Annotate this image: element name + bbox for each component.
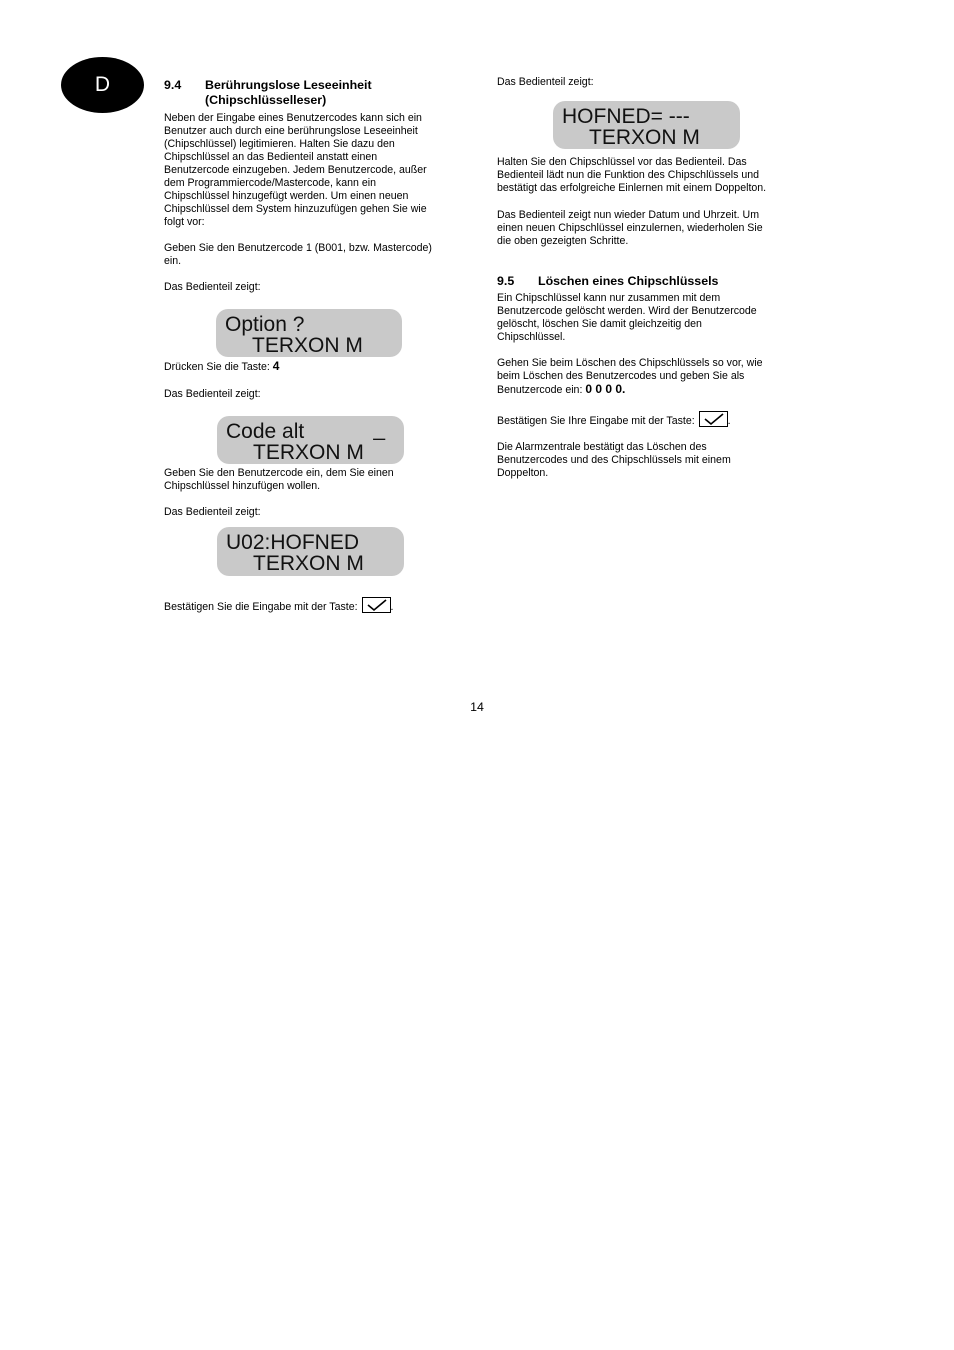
lcd-display-option xyxy=(216,309,402,357)
delete-procedure-text: Gehen Sie beim Löschen des Chipschlüssels so vor, wie beim Löschen des Benutzercodes und geben Sie als Benutzercode ein: xyxy=(497,357,763,396)
section-title: Löschen eines Chipschlüssels xyxy=(538,274,719,288)
section-title: Berührungslose Leseeinheit (Chipschlüsselleser) xyxy=(205,78,372,107)
lcd-display-code-alt xyxy=(217,416,404,464)
lcd-line-1: U02:HOFNED xyxy=(226,531,360,554)
press-key-instruction xyxy=(164,360,464,374)
lcd-line-2: TERXON M xyxy=(589,126,700,149)
lcd-line-2: TERXON M xyxy=(253,552,364,575)
alarm-confirm-paragraph: Die Alarmzentrale bestätigt das Löschen des Benutzercodes und des Chipschlüssels mit einem Doppelton. xyxy=(497,441,731,479)
display-shows-label: Das Bedienteil zeigt: xyxy=(497,76,594,88)
page-number: 14 xyxy=(470,700,484,714)
display-shows-label: Das Bedienteil zeigt: xyxy=(164,281,261,293)
section-number: 9.5 xyxy=(497,274,515,288)
lcd-line-1: Option ? xyxy=(225,313,305,336)
step-enter-code: Geben Sie den Benutzercode 1 (B001, bzw. Mastercode) ein. xyxy=(164,242,432,267)
date-time-paragraph: Das Bedienteil zeigt nun wieder Datum und Uhrzeit. Um einen neuen Chipschlüssel einzulernen, wiederholen Sie die oben gezeigten Schritte. xyxy=(497,209,763,247)
display-shows-label: Das Bedienteil zeigt: xyxy=(164,506,261,518)
intro-paragraph: Neben der Eingabe eines Benutzercodes kann sich ein Benutzer auch durch eine berührungslose Leseeinheit (Chipschlüssel) legitimieren. Halten Sie dazu den Chipschlüssel an das Bedienteil anstatt einen Benutzercode einzugeben. Jedem Benutzercode, außer dem Programmiercode/Mastercode, kann ein Chipschlüssel hinzugefügt werden. Um einen neuen Chipschlüssel dem System hinzuzufügen gehen Sie wie folgt vor: xyxy=(164,112,427,228)
delete-procedure-paragraph xyxy=(497,357,797,397)
confirm-text: Bestätigen Sie Ihre Eingabe mit der Taste: xyxy=(497,415,698,427)
lcd-display-user xyxy=(217,527,404,576)
section-heading-9-4 xyxy=(144,78,464,108)
right-column xyxy=(497,76,797,480)
delete-info-paragraph: Ein Chipschlüssel kann nur zusammen mit dem Benutzercode gelöscht werden. Wird der Benutzercode gelöscht, löschen Sie damit gleichzeitig den Chipschlüssel. xyxy=(497,292,757,343)
lcd-cursor: _ xyxy=(373,418,385,441)
lcd-display-hofned xyxy=(553,101,740,149)
confirm-text: Bestätigen Sie die Eingabe mit der Taste: xyxy=(164,601,361,613)
zero-code: 0 0 0 0. xyxy=(585,382,626,396)
check-key-icon xyxy=(699,411,728,427)
left-column xyxy=(164,78,464,614)
lcd-line-2: TERXON M xyxy=(252,334,363,357)
confirm-instruction: Bestätigen Sie die Eingabe mit der Taste: . xyxy=(164,597,464,614)
language-badge: D xyxy=(61,57,144,113)
section-heading-9-5 xyxy=(477,274,797,289)
key-4: 4 xyxy=(272,359,280,373)
section-number: 9.4 xyxy=(164,78,182,92)
confirm-instruction: Bestätigen Sie Ihre Eingabe mit der Taste: . xyxy=(497,411,797,428)
press-key-text: Drücken Sie die Taste: xyxy=(164,361,273,373)
chip-learn-paragraph: Halten Sie den Chipschlüssel vor das Bedienteil. Das Bedienteil lädt nun die Funktion des Chipschlüssels und bestätigt das erfolgreiche Einlernen mit einem Doppelton. xyxy=(497,156,767,194)
lcd-line-2: TERXON M xyxy=(253,441,364,464)
check-key-icon xyxy=(362,597,391,613)
display-shows-label: Das Bedienteil zeigt: xyxy=(164,388,261,400)
step-enter-user-code: Geben Sie den Benutzercode ein, dem Sie einen Chipschlüssel hinzufügen wollen. xyxy=(164,467,394,492)
lcd-line-1: Code alt xyxy=(226,420,305,443)
lcd-line-1: HOFNED= --- xyxy=(562,105,690,128)
